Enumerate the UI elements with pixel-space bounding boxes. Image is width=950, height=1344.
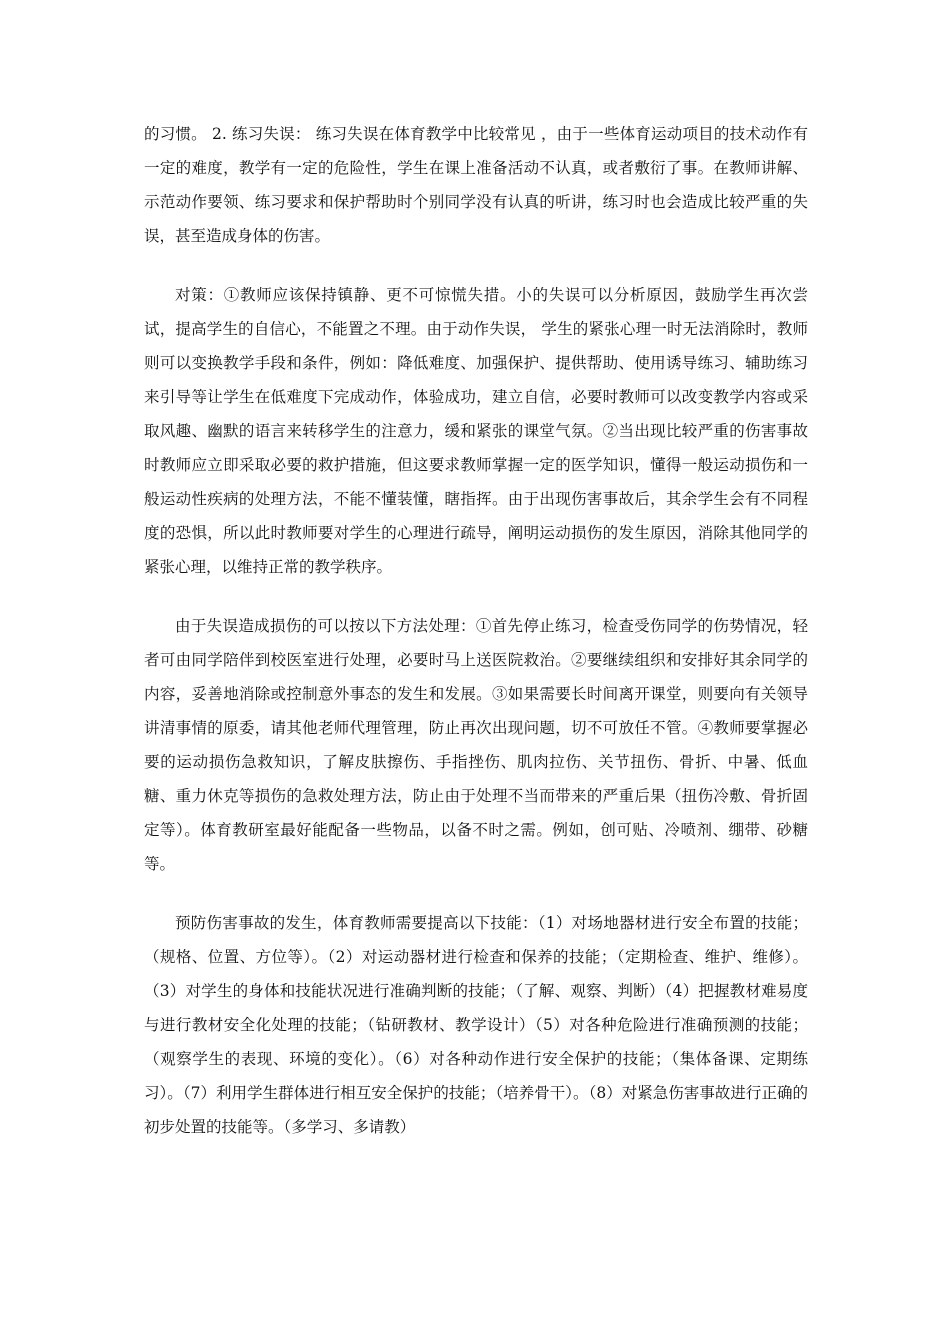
document-body	[144, 117, 808, 1169]
paragraph-countermeasures: 对策：①教师应该保持镇静、更不可惊慌失措。小的失误可以分析原因，鼓励学生再次尝试，提高学生的自信心，不能置之不理。由于动作失误， 学生的紧张心理一时无法消除时，教师则可以变换教学手段和条件，例如：降低难度、加强保护、提供帮助、使用诱导练习、辅助练习来引导等让学生在低难度下完成动作，体验成功，建立自信，必要时教师可以改变教学内容或采取风趣、幽默的语言来转移学生的注意力，缓和紧张的课堂气氛。②当出现比较严重的伤害事故时教师应立即采取必要的救护措施，但这要求教师掌握一定的医学知识，懂得一般运动损伤和一般运动性疾病的处理方法，不能不懂装懂，瞎指挥。由于出现伤害事故后，其余学生会有不同程度的恐惧，所以此时教师要对学生的心理进行疏导，阐明运动损伤的发生原因，消除其他同学的紧张心理，以维持正常的教学秩序。	[144, 286, 808, 576]
paragraph-injury-handling: 由于失误造成损伤的可以按以下方法处理：①首先停止练习，检查受伤同学的伤势情况，轻者可由同学陪伴到校医室进行处理，必要时马上送医院救治。②要继续组织和安排好其余同学的内容，妥善地消除或控制意外事态的发生和发展。③如果需要长时间离开课堂，则要向有关领导讲清事情的原委，请其他老师代理管理，防止再次出现问题，切不可放任不管。④教师要掌握必要的运动损伤急救知识，了解皮肤擦伤、手指挫伤、肌肉拉伤、关节扭伤、骨折、中暑、低血糖、重力休克等损伤的急救处理方法，防止由于处理不当而带来的严重后果（扭伤冷敷、骨折固定等）。体育教研室最好能配备一些物品，以备不时之需。例如，创可贴、冷喷剂、绷带、砂糖等。	[144, 617, 808, 873]
paragraph-prevention-skills: 预防伤害事故的发生，体育教师需要提高以下技能：（1）对场地器材进行安全布置的技能；（规格、位置、方位等）。（2）对运动器材进行检查和保养的技能；（定期检查、维护、维修）。（3）对学生的身体和技能状况进行准确判断的技能；（了解、观察、判断）（4）把握教材难易度与进行教材安全化处理的技能；（钻研教材、教学设计）（5）对各种危险进行准确预测的技能；（观察学生的表现、环境的变化）。（6）对各种动作进行安全保护的技能；（集体备课、定期练习）。（7）利用学生群体进行相互安全保护的技能；（培养骨干）。（8）对紧急伤害事故进行正确的初步处置的技能等。（多学习、多请教）	[144, 914, 808, 1136]
paragraph-practice-errors: 的习惯。 2. 练习失误： 练习失误在体育教学中比较常见 ，由于一些体育运动项目的技术动作有一定的难度，教学有一定的危险性，学生在课上准备活动不认真，或者敷衍了事。在教师讲解、示范动作要领、练习要求和保护帮助时个别同学没有认真的听讲，练习时也会造成比较严重的失误，甚至造成身体的伤害。	[144, 125, 808, 245]
